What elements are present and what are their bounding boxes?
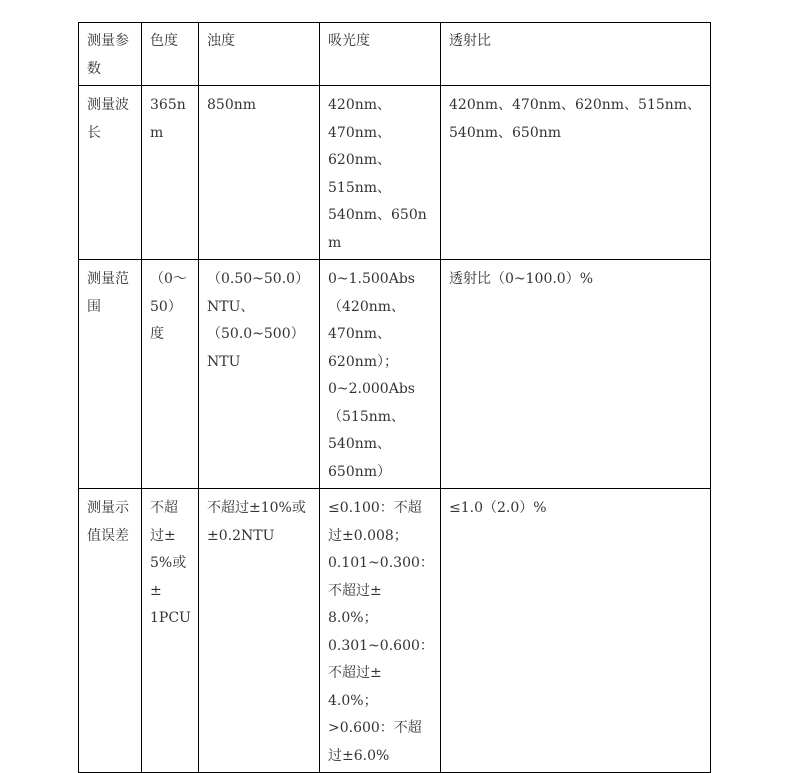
header-cell-color: 色度 bbox=[142, 23, 199, 86]
row-label-wavelength: 测量波长 bbox=[79, 86, 142, 260]
header-cell-turbidity: 浊度 bbox=[199, 23, 320, 86]
header-cell-transmittance: 透射比 bbox=[441, 23, 711, 86]
cell-color-wavelength: 365nm bbox=[142, 86, 199, 260]
cell-turbidity-wavelength: 850nm bbox=[199, 86, 320, 260]
table-row-range bbox=[79, 260, 711, 489]
cell-transmittance-error: ≤1.0（2.0）% bbox=[441, 489, 711, 773]
table-row-wavelength bbox=[79, 86, 711, 260]
spec-table bbox=[78, 22, 711, 773]
table-header-row bbox=[79, 23, 711, 86]
cell-absorbance-error: ≤0.100：不超 过±0.008； 0.101~0.300： 不超过± 8.0%； 0.301~0.600： 不超过± 4.0%； >0.600：不超 过±6.0% bbox=[320, 489, 441, 773]
row-label-error: 测量示值误差 bbox=[79, 489, 142, 773]
table-row-error bbox=[79, 489, 711, 773]
header-cell-param: 测量参数 bbox=[79, 23, 142, 86]
cell-transmittance-range: 透射比（0~100.0）% bbox=[441, 260, 711, 489]
cell-color-error: 不超 过± 5%或 ± 1PCU bbox=[142, 489, 199, 773]
header-cell-absorbance: 吸光度 bbox=[320, 23, 441, 86]
cell-absorbance-wavelength: 420nm、 470nm、 620nm、 515nm、 540nm、650nm bbox=[320, 86, 441, 260]
cell-color-range: （0～ 50） 度 bbox=[142, 260, 199, 489]
cell-turbidity-error: 不超过±10%或 ±0.2NTU bbox=[199, 489, 320, 773]
row-label-range: 测量范围 bbox=[79, 260, 142, 489]
cell-turbidity-range: （0.50~50.0） NTU、 （50.0~500） NTU bbox=[199, 260, 320, 489]
cell-transmittance-wavelength: 420nm、470nm、620nm、515nm、 540nm、650nm bbox=[441, 86, 711, 260]
cell-absorbance-range: 0~1.500Abs （420nm、 470nm、 620nm）； 0~2.000Abs （515nm、 540nm、 650nm） bbox=[320, 260, 441, 489]
